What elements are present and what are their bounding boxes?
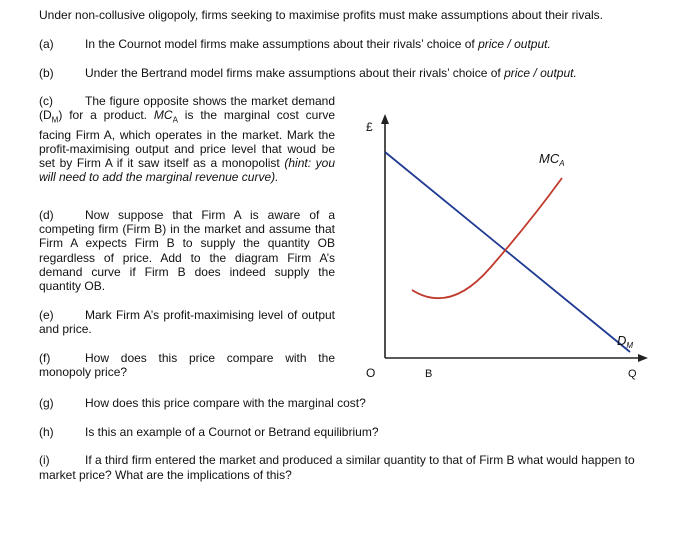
question-c-label: (c) [39,94,53,108]
x-axis-label: Q [628,368,637,380]
question-a-emphasis: price / output. [478,37,551,51]
b-label: B [425,368,433,380]
marginal-cost-curve [412,178,562,298]
question-f-label: (f) [39,351,51,365]
mc-label-main: MC [539,151,560,166]
question-b-text: Under the Bertrand model firms make assumptions about their rivals’ choice of [85,66,505,80]
question-d-text: Now suppose that Firm A is aware of a competing firm (Firm B) in the market and assume that Firm A expects Firm B to supply the quantity OB regardless of price. Add to the diagram Firm A’s demand curve if Firm B does indeed supply the quantity OB. [39,208,335,294]
question-c-text-3: is the marginal cost curve facing Firm A, which operates in the market. Mark the profit-maximising output and price level that woud be set by Firm A if it saw itself as a monopolist [39,108,336,171]
question-c-text-2: ) for a product. [58,108,154,123]
intro-text: Under non-collusive oligopoly, firms seeking to maximise profits must make assumptions about their rivals. [39,8,604,22]
y-axis-arrow [381,114,389,124]
mc-label [539,151,565,168]
question-c-sub-2: A [172,115,178,125]
mc-label-sub: A [559,159,565,168]
question-b-emphasis: price / output. [504,66,577,80]
question-d-label: (d) [39,208,54,222]
y-axis-label: £ [366,120,373,134]
demand-label-sub: M [626,341,634,350]
question-g-text: How does this price compare with the marginal cost? [85,396,366,410]
question-f-text: How does this price compare with the monopoly price? [39,351,335,380]
question-h-text: Is this an example of a Cournot or Betrand equilibrium? [85,425,379,439]
question-i-text: If a third firm entered the market and produced a similar quantity to that of Firm B what would happen to market price? What are the implications of this? [39,453,635,482]
question-e-text: Mark Firm A’s profit-maximising level of output and price. [39,308,335,337]
x-axis-arrow [638,354,648,362]
question-c-text-1: The figure opposite shows the market demand (D [39,94,335,123]
demand-label [617,333,633,350]
question-c-hint: (hint: you will need to add the marginal revenue curve). [39,156,336,185]
question-i-label: (i) [39,453,50,467]
question-c-sub-1: M [51,115,59,125]
demand-label-main: D [617,333,627,348]
question-h-label: (h) [39,425,54,439]
demand-curve [385,152,630,352]
question-e-label: (e) [39,308,54,322]
origin-label: O [366,366,376,380]
question-a-label: (a) [39,37,54,51]
question-g-label: (g) [39,396,54,410]
question-b-label: (b) [39,66,54,80]
question-a-text: In the Cournot model firms make assumptions about their rivals’ choice of [85,37,479,51]
question-c-mc: MC [153,108,173,123]
